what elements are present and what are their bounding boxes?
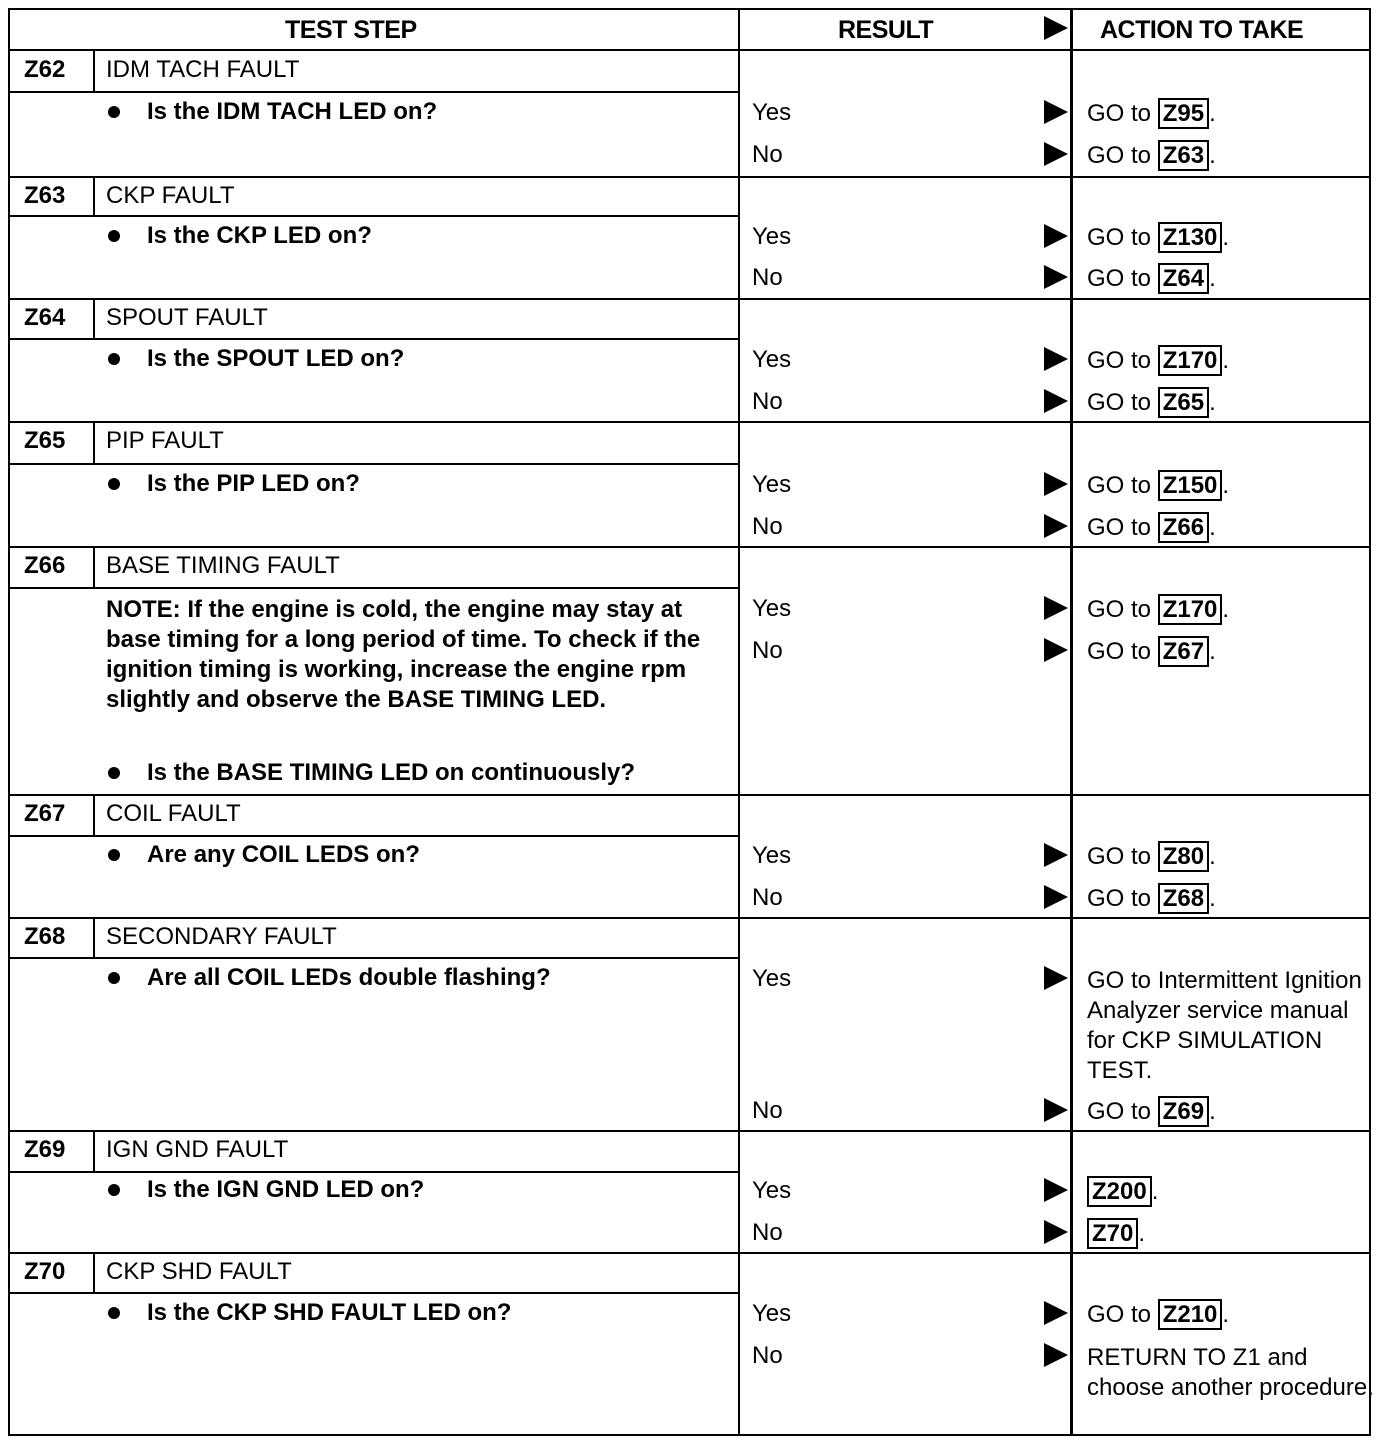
- bullet-icon: [108, 972, 120, 984]
- step-link[interactable]: Z200: [1087, 1176, 1152, 1207]
- id-cell-rule: [93, 1130, 95, 1171]
- step-note: NOTE: If the engine is cold, the engine may stay at base timing for a long period of time. To check if the ignition timing is working, increase the engine rpm slightly and observe the BASE TIMING LED.: [106, 596, 701, 713]
- step-link[interactable]: Z63: [1158, 140, 1209, 171]
- arrow-icon: [1044, 389, 1068, 413]
- result-yes: Yes: [752, 223, 792, 250]
- id-underline: [8, 1292, 95, 1294]
- bullet-icon: [108, 849, 120, 861]
- id-underline: [8, 463, 95, 465]
- step-title: IDM TACH FAULT: [106, 56, 300, 83]
- arrow-icon: [1044, 843, 1068, 867]
- step-title: SECONDARY FAULT: [106, 923, 337, 950]
- arrow-icon: [1044, 472, 1068, 496]
- step-id: Z70: [24, 1258, 66, 1285]
- header-rule: [8, 49, 1371, 51]
- step-title: BASE TIMING FAULT: [106, 552, 340, 579]
- step-question: Is the CKP SHD FAULT LED on?: [147, 1299, 512, 1326]
- step-title: SPOUT FAULT: [106, 304, 268, 331]
- result-no: No: [752, 513, 783, 540]
- step-question: Is the CKP LED on?: [147, 222, 372, 249]
- row-rule: [8, 421, 1371, 423]
- result-no: No: [752, 1097, 783, 1124]
- step-id: Z66: [24, 552, 66, 579]
- action-prefix: GO to: [1087, 347, 1152, 374]
- result-yes: Yes: [752, 595, 792, 622]
- step-title: CKP FAULT: [106, 182, 235, 209]
- result-yes: Yes: [752, 1300, 792, 1327]
- action-yes: [1087, 224, 1229, 252]
- arrow-icon: [1044, 1098, 1068, 1122]
- title-underline: [93, 1292, 738, 1294]
- step-link[interactable]: Z66: [1158, 512, 1209, 543]
- action-suffix: .: [1222, 596, 1230, 623]
- action-no: [1087, 389, 1216, 417]
- bullet-icon: [108, 1184, 120, 1196]
- arrow-icon: [1044, 1301, 1068, 1325]
- action-no: [1087, 265, 1216, 293]
- column-rule-action: [1070, 8, 1073, 1436]
- result-yes: Yes: [752, 99, 792, 126]
- action-text: RETURN TO Z1 and choose another procedure.: [1087, 1344, 1374, 1401]
- title-underline: [93, 91, 738, 93]
- title-underline: [93, 835, 738, 837]
- step-link[interactable]: Z80: [1158, 841, 1209, 872]
- action-prefix: GO to: [1087, 265, 1152, 292]
- action-no: [1087, 514, 1216, 542]
- step-title: COIL FAULT: [106, 800, 241, 827]
- step-id: Z64: [24, 304, 66, 331]
- id-cell-rule: [93, 1252, 95, 1292]
- id-underline: [8, 957, 95, 959]
- id-underline: [8, 835, 95, 837]
- id-cell-rule: [93, 794, 95, 835]
- row-rule: [8, 794, 1371, 796]
- id-cell-rule: [93, 50, 95, 91]
- bullet-icon: [108, 1307, 120, 1319]
- result-yes: Yes: [752, 346, 792, 373]
- row-rule: [8, 1252, 1371, 1254]
- result-no: No: [752, 264, 783, 291]
- bullet-icon: [108, 353, 120, 365]
- action-yes: [1087, 1178, 1158, 1206]
- action-prefix: GO to: [1087, 224, 1152, 251]
- step-question: Is the IGN GND LED on?: [147, 1176, 425, 1203]
- step-link[interactable]: Z130: [1158, 222, 1223, 253]
- step-link[interactable]: Z170: [1158, 594, 1223, 625]
- action-suffix: .: [1209, 1098, 1216, 1125]
- action-yes: [1087, 100, 1216, 128]
- step-question: Is the BASE TIMING LED on continuously?: [147, 759, 636, 786]
- step-question: Is the SPOUT LED on?: [147, 345, 405, 372]
- action-suffix: .: [1209, 389, 1216, 416]
- action-yes: [1087, 843, 1216, 871]
- action-text: GO to Intermittent Ignition Analyzer service manual for CKP SIMULATION TEST.: [1087, 967, 1362, 1084]
- action-suffix: .: [1151, 1178, 1159, 1205]
- step-title: IGN GND FAULT: [106, 1136, 289, 1163]
- action-prefix: GO to: [1087, 472, 1152, 499]
- frame-right: [1369, 8, 1371, 1436]
- step-id: Z68: [24, 923, 66, 950]
- action-suffix: .: [1209, 142, 1216, 169]
- action-prefix: GO to: [1087, 596, 1152, 623]
- step-title: PIP FAULT: [106, 427, 224, 454]
- arrow-icon: [1044, 347, 1068, 371]
- action-prefix: GO to: [1087, 389, 1152, 416]
- title-underline: [93, 215, 738, 217]
- bullet-icon: [108, 106, 120, 118]
- bullet-icon: [108, 767, 120, 779]
- action-prefix: GO to: [1087, 843, 1152, 870]
- action-suffix: .: [1222, 472, 1230, 499]
- result-yes: Yes: [752, 965, 792, 992]
- arrow-icon: [1044, 1220, 1068, 1244]
- result-no: No: [752, 388, 783, 415]
- bullet-icon: [108, 478, 120, 490]
- title-underline: [93, 587, 738, 589]
- action-no: [1087, 1098, 1216, 1126]
- action-suffix: .: [1222, 347, 1230, 374]
- header-action: ACTION TO TAKE: [1100, 16, 1304, 44]
- step-link[interactable]: Z65: [1158, 387, 1209, 418]
- action-suffix: .: [1209, 100, 1216, 127]
- id-underline: [8, 91, 95, 93]
- action-suffix: .: [1209, 885, 1216, 912]
- title-underline: [93, 957, 738, 959]
- id-cell-rule: [93, 546, 95, 587]
- title-underline: [93, 1171, 738, 1173]
- id-underline: [8, 587, 95, 589]
- action-prefix: GO to: [1087, 514, 1152, 541]
- action-no: [1087, 1220, 1145, 1248]
- step-link[interactable]: Z64: [1158, 263, 1209, 294]
- step-link[interactable]: Z170: [1158, 345, 1223, 376]
- result-no: No: [752, 637, 783, 664]
- result-no: No: [752, 1342, 783, 1369]
- arrow-icon: [1044, 142, 1068, 166]
- action-prefix: GO to: [1087, 1098, 1152, 1125]
- result-no: No: [752, 141, 783, 168]
- id-cell-rule: [93, 298, 95, 338]
- action-yes: [1087, 347, 1229, 375]
- arrow-icon: [1044, 596, 1068, 620]
- result-no: No: [752, 1219, 783, 1246]
- action-suffix: .: [1209, 843, 1216, 870]
- action-prefix: GO to: [1087, 142, 1152, 169]
- arrow-icon: [1044, 966, 1068, 990]
- arrow-icon: [1044, 638, 1068, 662]
- arrow-icon: [1044, 1178, 1068, 1202]
- frame-top: [8, 8, 1371, 10]
- arrow-icon: [1044, 514, 1068, 538]
- result-yes: Yes: [752, 471, 792, 498]
- result-yes: Yes: [752, 1177, 792, 1204]
- title-underline: [93, 463, 738, 465]
- header-test-step: TEST STEP: [285, 16, 417, 44]
- id-cell-rule: [93, 421, 95, 463]
- action-prefix: GO to: [1087, 1301, 1152, 1328]
- action-yes: [1087, 596, 1229, 624]
- arrow-icon: [1044, 224, 1068, 248]
- step-question: Are any COIL LEDS on?: [147, 841, 420, 868]
- id-cell-rule: [93, 176, 95, 215]
- id-underline: [8, 215, 95, 217]
- arrow-icon: [1044, 885, 1068, 909]
- step-id: Z67: [24, 800, 66, 827]
- action-no: [1087, 638, 1216, 666]
- header-result: RESULT: [838, 16, 934, 44]
- action-prefix: GO to: [1087, 100, 1152, 127]
- arrow-icon: [1044, 1343, 1068, 1367]
- result-no: No: [752, 884, 783, 911]
- id-cell-rule: [93, 917, 95, 957]
- arrow-icon: [1044, 100, 1068, 124]
- row-rule: [8, 546, 1371, 548]
- action-prefix: GO to: [1087, 638, 1152, 665]
- step-link[interactable]: Z210: [1158, 1299, 1223, 1330]
- row-rule: [8, 917, 1371, 919]
- arrow-icon: [1044, 265, 1068, 289]
- action-suffix: .: [1222, 1301, 1230, 1328]
- bullet-icon: [108, 230, 120, 242]
- header-arrow-icon: [1044, 16, 1068, 40]
- step-question: Is the PIP LED on?: [147, 470, 360, 497]
- title-underline: [93, 338, 738, 340]
- step-id: Z65: [24, 427, 66, 454]
- action-suffix: .: [1209, 265, 1216, 292]
- frame-left: [8, 8, 10, 1436]
- step-title: CKP SHD FAULT: [106, 1258, 292, 1285]
- action-suffix: .: [1138, 1220, 1146, 1247]
- action-no: [1087, 142, 1216, 170]
- step-question: Is the IDM TACH LED on?: [147, 98, 438, 125]
- result-yes: Yes: [752, 842, 792, 869]
- column-rule-result: [738, 8, 740, 1436]
- step-id: Z69: [24, 1136, 66, 1163]
- action-suffix: .: [1209, 638, 1216, 665]
- action-suffix: .: [1222, 224, 1230, 251]
- step-link[interactable]: Z70: [1087, 1218, 1138, 1249]
- frame-bottom: [8, 1434, 1371, 1436]
- step-question: Are all COIL LEDs double flashing?: [147, 964, 551, 991]
- step-link[interactable]: Z95: [1158, 98, 1209, 129]
- action-no: [1087, 885, 1216, 913]
- id-underline: [8, 338, 95, 340]
- action-suffix: .: [1209, 514, 1216, 541]
- row-rule: [8, 1130, 1371, 1132]
- step-link[interactable]: Z68: [1158, 883, 1209, 914]
- action-yes: [1087, 472, 1229, 500]
- action-prefix: GO to: [1087, 885, 1152, 912]
- step-id: Z62: [24, 56, 66, 83]
- row-rule: [8, 298, 1371, 300]
- step-link[interactable]: Z69: [1158, 1096, 1209, 1127]
- step-link[interactable]: Z150: [1158, 470, 1223, 501]
- id-underline: [8, 1171, 95, 1173]
- action-yes: [1087, 1301, 1229, 1329]
- step-link[interactable]: Z67: [1158, 636, 1209, 667]
- row-rule: [8, 176, 1371, 178]
- step-id: Z63: [24, 182, 66, 209]
